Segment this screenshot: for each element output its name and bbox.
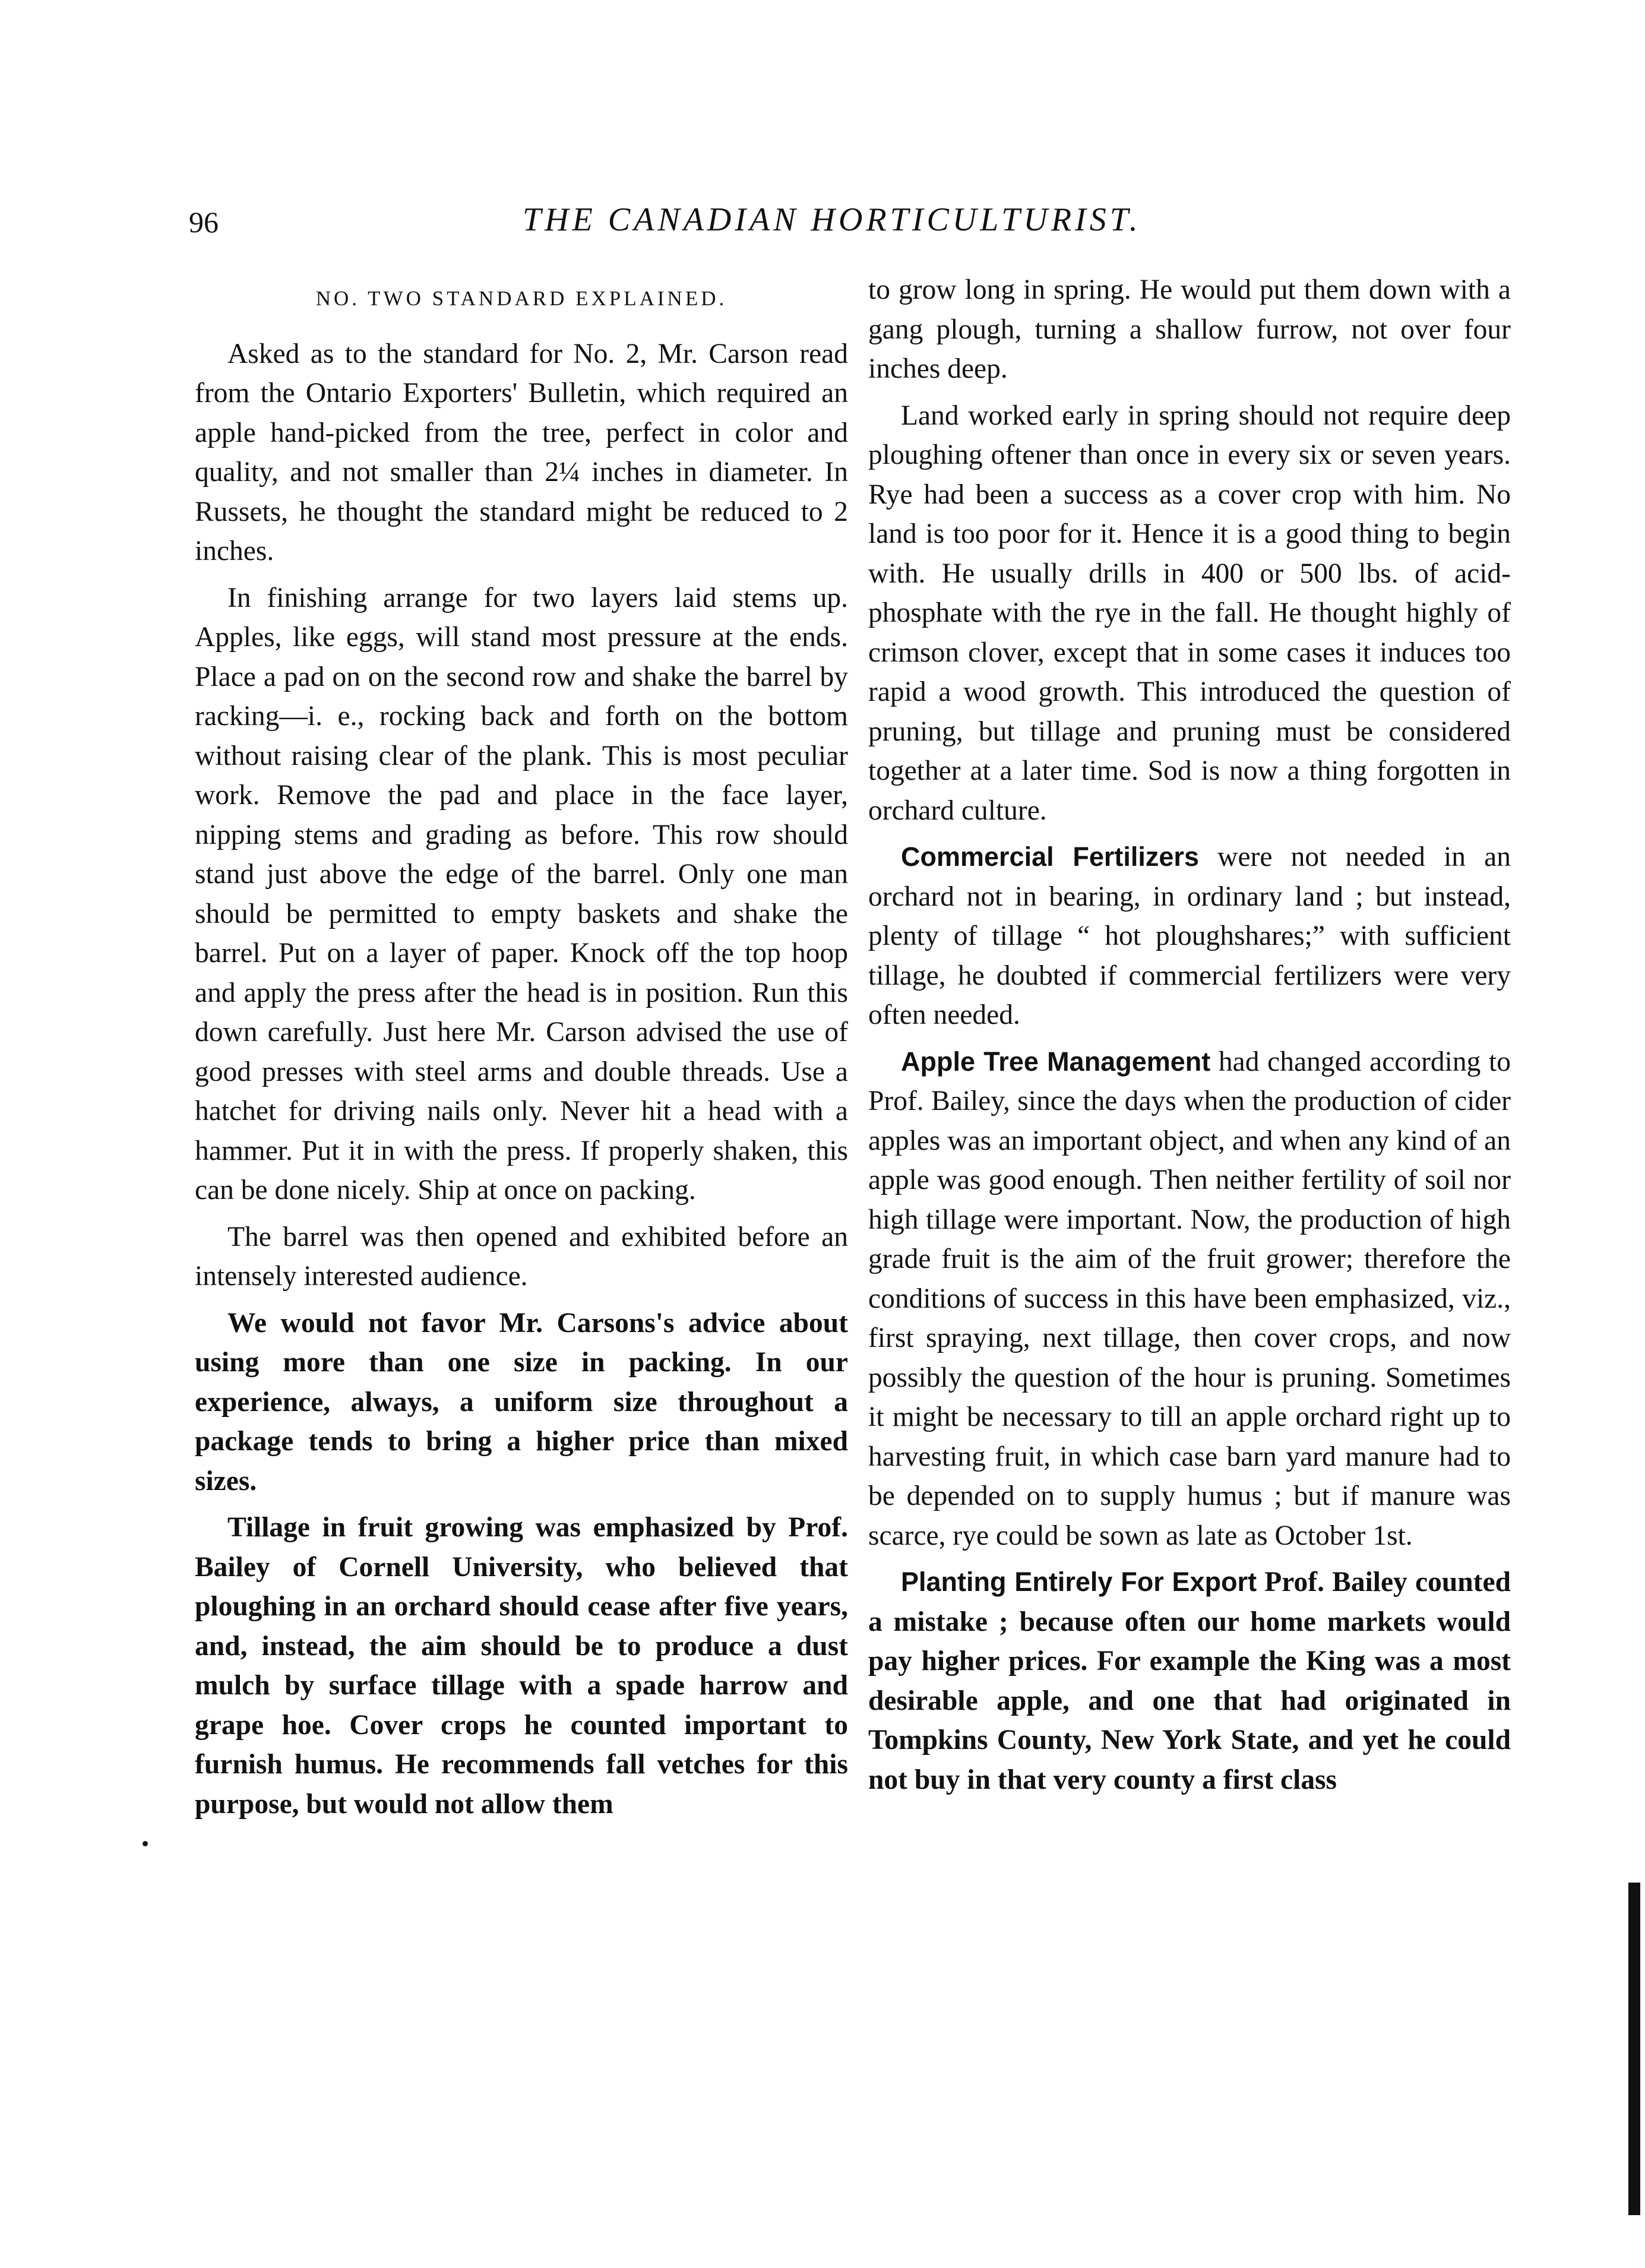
- run-in-heading: Commercial Fertilizers: [901, 842, 1199, 872]
- section-heading: NO. TWO STANDARD EXPLAINED.: [315, 287, 727, 310]
- paragraph: Asked as to the standard for No. 2, Mr. Carson read from the Ontario Exporters' Bulletin, which required an apple hand-picked from the tree, perfect in color and quality, and not smaller than 2¼ inches in diameter. In Russets, he thought the standard might be reduced to 2 inches.: [195, 338, 848, 567]
- paragraph: The barrel was then opened and exhibited before an intensely interested audience.: [195, 1221, 848, 1292]
- running-title: THE CANADIAN HORTICULTURIST.: [523, 201, 1141, 238]
- paragraph-text: were not needed in an orchard not in bearing, in ordinary land ; but instead, plenty of tillage “ hot ploughshares;” with sufficient tillage, he doubted if commercial fertilizers were very often needed.: [868, 842, 1511, 1030]
- paragraph: We would not favor Mr. Carsons's advice about using more than one size in packing. In our experience, always, a uniform size throughout a package tends to bring a higher price than mixed sizes.: [195, 1307, 848, 1497]
- scan-edge-mark: [1628, 1883, 1640, 2215]
- left-column: [195, 279, 848, 1831]
- page-number: 96: [189, 205, 219, 239]
- paragraph: In finishing arrange for two layers laid stems up. Apples, like eggs, will stand most pressure at the ends. Place a pad on on the second row and shake the barrel by racking—i. e., rocking back and forth on the bottom without raising clear of the plank. This is most peculiar work. Remove the pad and place in the face layer, nipping stems and grading as before. This row should stand just above the edge of the barrel. Only one man should be permitted to empty baskets and shake the barrel. Put on a layer of paper. Knock off the top hoop and apply the press after the head is in position. Run this down carefully. Just here Mr. Carson advised the use of good presses with steel arms and double threads. Use a hatchet for driving nails only. Never hit a head with a hammer. Put it in with the press. If properly shaken, this can be done nicely. Ship at once on packing.: [195, 582, 848, 1206]
- margin-dot: [143, 1841, 148, 1846]
- paragraph: Tillage in fruit growing was emphasized by Prof. Bailey of Cornell University, who believed that ploughing in an orchard should cease after five years, and, instead, the aim should be to produce a dust mulch by surface tillage with a spade harrow and grape hoe. Cover crops he counted important to furnish humus. He recommends fall vetches for this purpose, but would not allow them: [195, 1512, 848, 1820]
- paragraph: [868, 837, 1511, 1035]
- paragraph: to grow long in spring. He would put them down with a gang plough, turning a shallow furrow, not over four inches deep.: [868, 274, 1511, 384]
- paragraph: [868, 1562, 1511, 1799]
- paragraph: [868, 1042, 1511, 1556]
- right-column: [868, 270, 1511, 1807]
- run-in-heading: Planting Entirely For Export: [901, 1567, 1257, 1597]
- paragraph-text: had changed according to Prof. Bailey, since the days when the production of cider apples was an important object, and when any kind of an apple was good enough. Then neither fertility of soil nor high tillage were important. Now, the production of high grade fruit is the aim of the fruit grower; therefore the conditions of success in this have been emphasized, viz., first spraying, next tillage, then cover crops, and now possibly the question of the hour is pruning. Sometimes it might be necessary to till an apple orchard right up to harvesting fruit, in which case barn yard manure had to be depended on to supply humus ; but if manure was scarce, rye could be sown as late as October 1st.: [868, 1046, 1511, 1551]
- paragraph: Land worked early in spring should not require deep ploughing oftener than once in every six or seven years. Rye had been a success as a cover crop with him. No land is too poor for it. Hence it is a good thing to begin with. He usually drills in 400 or 500 lbs. of acid-phosphate with the rye in the fall. He thought highly of crimson clover, except that in some cases it induces too rapid a wood growth. This introduced the question of pruning, but tillage and pruning must be considered together at a later time. Sod is now a thing forgotten in orchard culture.: [868, 400, 1511, 826]
- run-in-heading: Apple Tree Management: [901, 1046, 1211, 1077]
- paragraph-text: Prof. Bailey counted a mistake ; because often our home markets would pay higher prices. For example the King was a most desirable apple, and one that had originated in Tompkins County, New York State, and yet he could not buy in that very county a first class: [868, 1567, 1511, 1795]
